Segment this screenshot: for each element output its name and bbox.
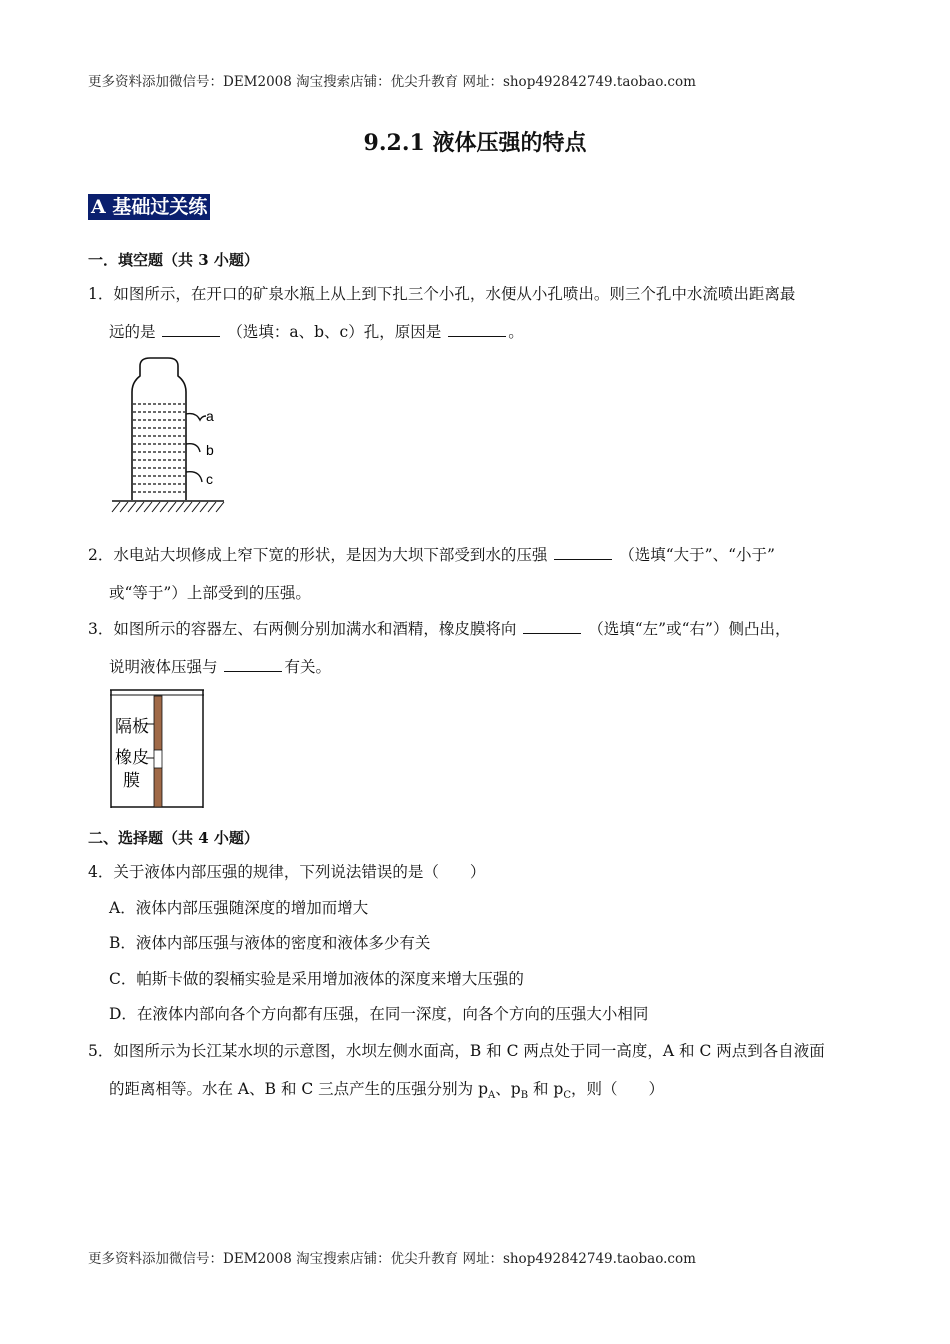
q4-stem: 4．关于液体内部压强的规律，下列说法错误的是（ ） (88, 863, 486, 881)
q4-option-a: A．液体内部压强随深度的增加而增大 (109, 899, 369, 917)
hole-label-c: c (206, 471, 213, 487)
q3-text-a: 3．如图所示的容器左、右两侧分别加满水和酒精，橡皮膜将向 (88, 620, 517, 638)
q5-sub-c: C (563, 1090, 571, 1102)
label-partition: 隔板 (115, 717, 149, 737)
hole-label-a: a (206, 408, 214, 424)
q1-line1: 1．如图所示，在开口的矿泉水瓶上从上到下扎三个小孔，水便从小孔喷出。则三个孔中水流喷出距离最 (88, 285, 796, 303)
q5-sep-1: 、p (495, 1080, 521, 1098)
q4-option-b: B．液体内部压强与液体的密度和液体多少有关 (109, 934, 431, 952)
q1-blank-1 (162, 322, 220, 337)
q1-blank-2 (448, 322, 506, 337)
q3-blank-1 (523, 619, 581, 634)
q4-option-c: C．帕斯卡做的裂桶实验是采用增加液体的深度来增大压强的 (109, 970, 524, 988)
q4-option-d: D．在液体内部向各个方向都有压强，在同一深度，向各个方向的压强大小相同 (109, 1005, 649, 1023)
page-header: 更多资料添加微信号：DEM2008 淘宝搜索店铺：优尖升教育 网址：shop492842749.taobao.com (88, 74, 696, 90)
q1-text-a: 远的是 (109, 323, 156, 341)
q2-blank (554, 545, 612, 560)
q2-text-b: （选填“大于”、“小于” (619, 546, 775, 564)
q2-line1 (88, 545, 775, 565)
q3-text-d: 有关。 (284, 658, 331, 676)
q1-text-b: （选填：a、b、c）孔，原因是 (227, 323, 442, 341)
q5-sep-2: 和 p (528, 1080, 564, 1098)
q3-line2 (109, 657, 331, 677)
q5-sub-b: B (520, 1090, 529, 1102)
hole-label-b: b (206, 442, 214, 458)
section-badge: A 基础过关练 (88, 194, 210, 220)
q5-line1: 5．如图所示为长江某水坝的示意图，水坝左侧水面高，B 和 C 两点处于同一高度，A 和 C 两点到各自液面 (88, 1042, 825, 1060)
q3-line1 (88, 619, 790, 639)
q5-sub-a: A (488, 1090, 496, 1102)
q3-blank-2 (224, 657, 282, 672)
page-footer: 更多资料添加微信号：DEM2008 淘宝搜索店铺：优尖升教育 网址：shop492842749.taobao.com (88, 1251, 696, 1267)
q3-text-b: （选填“左”或“右”）侧凸出， (588, 620, 791, 638)
q5-text-a: 的距离相等。水在 A、B 和 C 三点产生的压强分别为 p (109, 1080, 489, 1098)
label-membrane-1: 橡皮 (115, 748, 149, 768)
q5-line2 (109, 1079, 664, 1106)
bottle-figure (110, 354, 230, 516)
part1-heading: 一．填空题（共 3 小题） (88, 251, 259, 269)
page-title: 9.2.1 液体压强的特点 (363, 130, 587, 156)
container-figure (110, 688, 206, 810)
q5-text-b: ，则（ ） (570, 1080, 664, 1098)
part2-heading: 二、选择题（共 4 小题） (88, 829, 259, 847)
q2-text-a: 2．水电站大坝修成上窄下宽的形状，是因为大坝下部受到水的压强 (88, 546, 548, 564)
q2-line2: 或“等于”）上部受到的压强。 (109, 584, 311, 602)
label-membrane-2: 膜 (123, 771, 140, 791)
q3-text-c: 说明液体压强与 (109, 658, 218, 676)
q1-text-c: 。 (508, 323, 524, 341)
q1-line2 (109, 322, 524, 342)
